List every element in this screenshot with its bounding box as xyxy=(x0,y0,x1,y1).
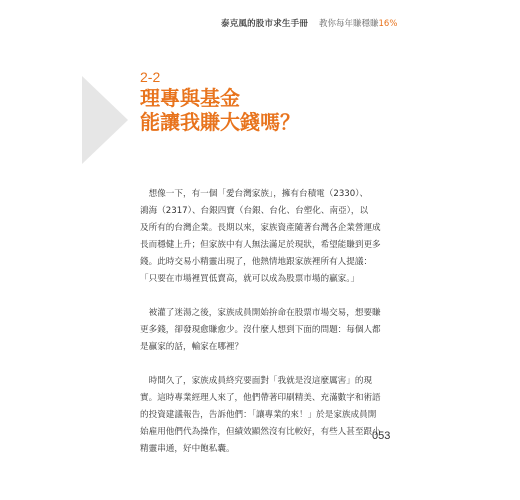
book-subtitle xyxy=(319,17,397,29)
paragraph-line: 想像一下，有一個「愛台灣家族」，擁有台積電（2330）、 xyxy=(140,189,369,199)
book-title: 泰克風的股市求生手冊 xyxy=(221,19,309,29)
section-title-line-2: 能讓我賺大錢嗎？ xyxy=(140,110,300,134)
paragraph-line: 錢。此時交易小精靈出現了，他熱情地跟家族裡所有人提議： xyxy=(140,257,373,267)
decorative-arrow-icon xyxy=(82,76,128,164)
paragraph-line: 長而穩健上升；但家族中有人無法滿足於現狀，希望能賺到更多 xyxy=(140,240,381,250)
subtitle-prefix: 教你每年賺穩賺 xyxy=(319,19,379,29)
paragraph-line: 時間久了，家族成員終究要面對「我就是沒這麼厲害」的現 xyxy=(140,376,373,386)
paragraph-line: 及所有的台灣企業。長期以來，家族資產隨著台灣各企業營運成 xyxy=(140,223,381,233)
paragraph-line: 的投資建議報告，告訴他們：「讓專業的來！」於是家族成員開 xyxy=(140,410,377,420)
paragraph-line: 始雇用他們代為操作，但績效顯然沒有比較好，有些人甚至跟小 xyxy=(140,427,381,437)
paragraph-line: 更多錢，卻發現愈賺愈少。沒什麼人想到下面的問題：每個人都 xyxy=(140,325,381,335)
paragraph-1 xyxy=(140,186,390,288)
paragraph-line: 「只要在市場裡買低賣高，就可以成為股票市場的贏家。」 xyxy=(140,274,360,284)
paragraph-line: 是贏家的話，輸家在哪裡？ xyxy=(140,342,244,352)
paragraph-3 xyxy=(140,373,390,458)
paragraph-line: 精靈串通，好中飽私囊。 xyxy=(140,444,235,454)
paragraph-line: 實。這時專業經理人來了，他們帶著印刷精美、充滿數字和術語 xyxy=(140,393,381,403)
section-number: 2-2 xyxy=(140,69,161,85)
paragraph-2 xyxy=(140,305,390,356)
page-number: 053 xyxy=(372,430,391,442)
section-title-line-1: 理專與基金 xyxy=(140,86,240,110)
running-header xyxy=(0,17,520,33)
paragraph-line: 被灌了迷湯之後，家族成員開始拚命在股票市場交易，想要賺 xyxy=(140,308,381,318)
section-title xyxy=(140,86,300,134)
paragraph-line: 鴻海（2317）、台銀四寶（台銀、台化、台塑化、南亞），以 xyxy=(140,206,369,216)
subtitle-accent: 16% xyxy=(378,19,398,29)
body-text xyxy=(140,186,390,475)
